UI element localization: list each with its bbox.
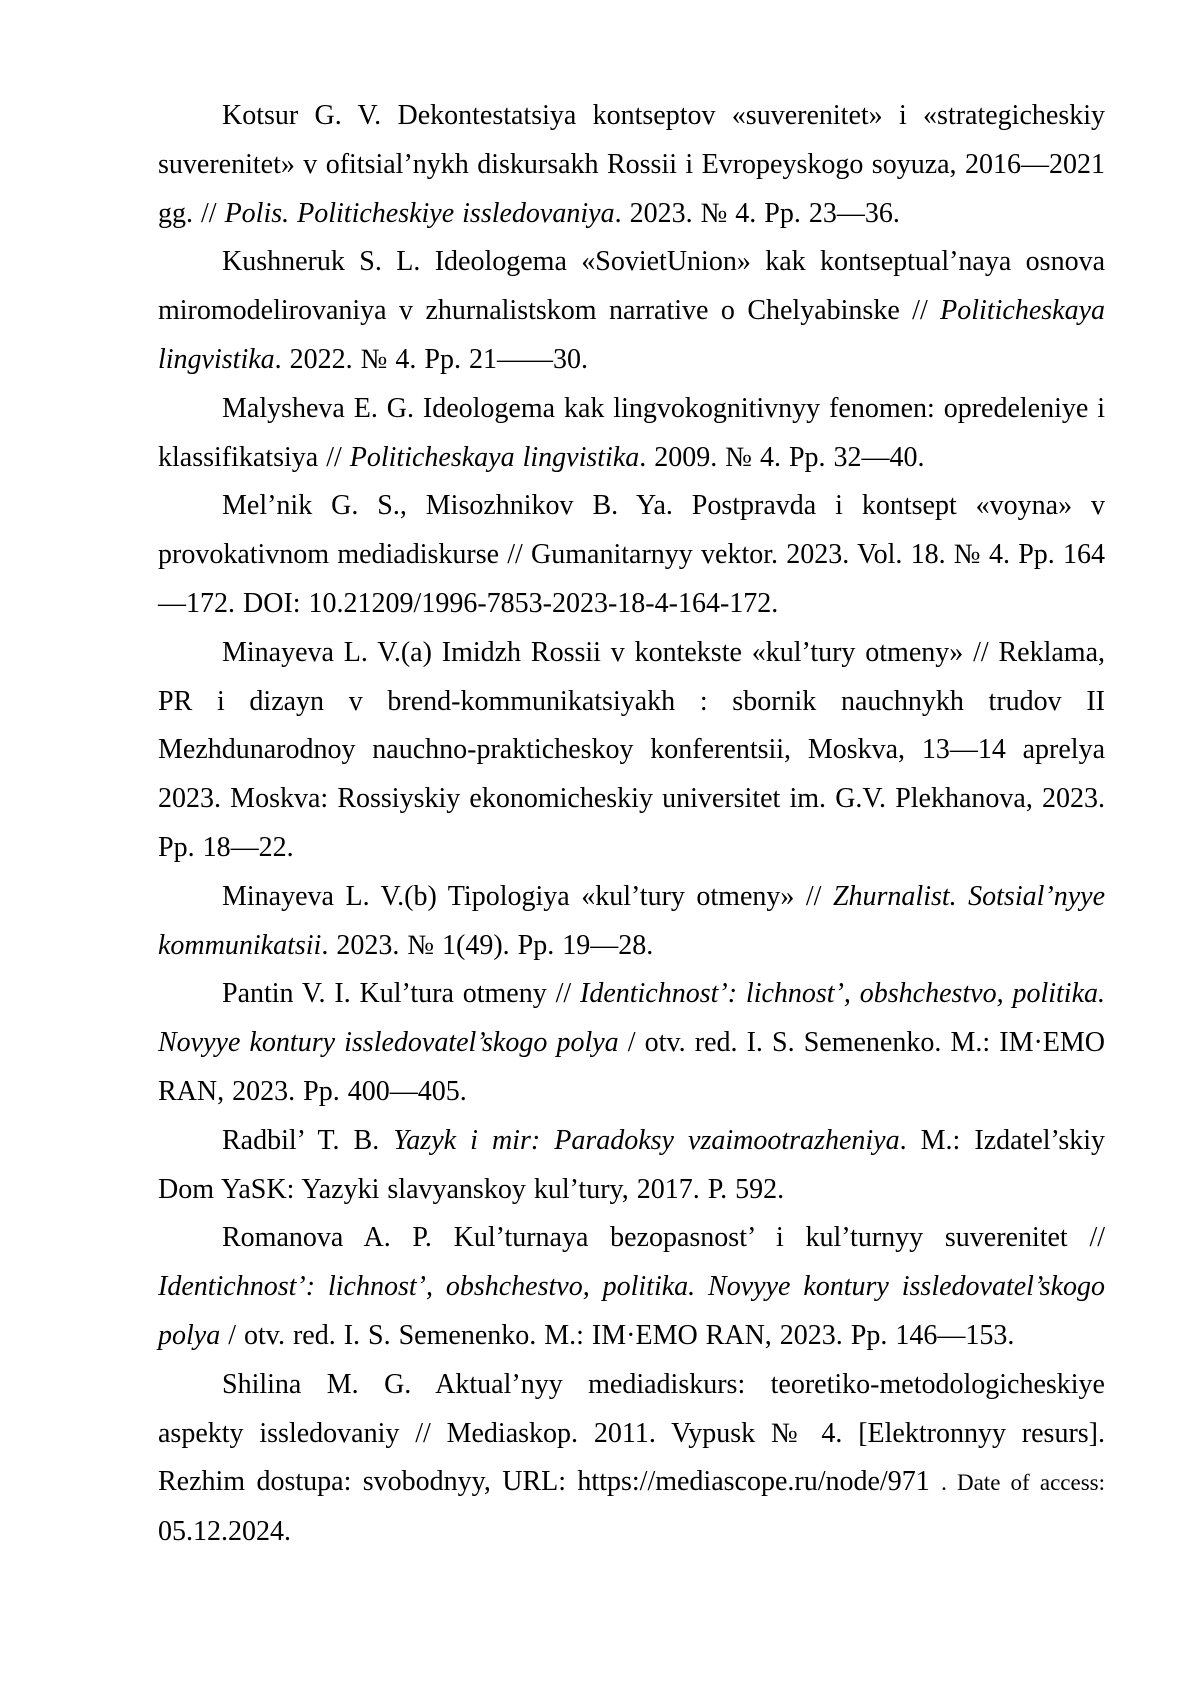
reference-text: Shilina M. G. Aktual’nyy mediadiskurs: teoretiko-metodologicheskiye aspekty issledovaniy // Mediaskop. 2011. Vypusk № 4. [Elektronnyy resurs]. Rezhim dostupa: svobodnyy, URL: https://mediascope.ru/node/971 xyxy=(158,1368,1105,1498)
reference-entry xyxy=(158,1361,1105,1557)
reference-text: / otv. red. I. S. Semenenko. M.: IM·EMO RAN, 2023. Pp. 400—405. xyxy=(158,1027,1106,1107)
reference-text: Minayeva L. V.(a) Imidzh Rossii v kontekste «kul’tury otmeny» // Reklama, PR i dizayn v brend-kommunikatsiyakh : sbornik nauchnykh trudov II Mezhdunarodnoy nauchno-prakticheskoy konferentsii, Moskva, 13—14 aprelya 2023. Moskva: Rossiyskiy ekonomicheskiy universitet im. G.V. Plekhanova, 2023. Pp. 18—22. xyxy=(158,636,1105,863)
reference-entry xyxy=(158,1117,1105,1215)
reference-entry xyxy=(158,873,1105,971)
reference-text: . 2009. № 4. Pp. 32—40. xyxy=(639,441,925,473)
reference-source-title: Yazyk i mir: Paradoksy vzaimootrazheniya xyxy=(393,1124,900,1156)
reference-entry xyxy=(158,238,1105,384)
reference-text: 05.12.2024. xyxy=(158,1516,291,1548)
reference-text: Mel’nik G. S., Misozhnikov B. Ya. Postpravda i kontsept «voyna» v provokativnom mediadiskurse // Gumanitarnyy vektor. 2023. Vol. 18. № 4. Pp. 164—172. DOI: 10.21209/1996-7853-2023-18-4-164-172. xyxy=(158,490,1105,619)
reference-entry xyxy=(158,1214,1105,1360)
reference-text: Pantin V. I. Kul’tura otmeny // xyxy=(222,978,580,1010)
reference-source-title: Identichnost’: lichnost’, obshchestvo, politika. Novyye kontury issledovatel’skogo polya xyxy=(158,1271,1105,1351)
reference-entry xyxy=(158,482,1105,628)
reference-entry xyxy=(158,385,1105,483)
reference-text: . 2023. № 4. Pp. 23—36. xyxy=(614,197,900,229)
reference-entry xyxy=(158,92,1105,238)
reference-source-title: Politicheskaya lingvistika xyxy=(158,295,1105,375)
reference-text: . 2023. № 1(49). Pp. 19—28. xyxy=(321,929,654,961)
reference-text: Kotsur G. V. Dekontestatsiya kontseptov «suverenitet» i «strategicheskiy suverenitet» v ofitsial’nykh diskursakh Rossii i Evropeyskogo soyuza, 2016—2021 gg. // xyxy=(158,100,1105,229)
reference-text: Romanova A. P. Kul’turnaya bezopasnost’ i kul’turnyy suverenitet // xyxy=(222,1222,1105,1254)
reference-text: . M.: Izdatel’skiy Dom YaSK: Yazyki slavyanskoy kul’tury, 2017. P. 592. xyxy=(158,1124,1105,1205)
reference-text: Kushneruk S. L. Ideologema «SovietUnion» kak kontseptual’naya osnova miromodelirovaniya v zhurnalistskom narrative o Chelyabinske // xyxy=(158,246,1105,327)
reference-text: Minayeva L. V.(b) Tipologiya «kul’tury otmeny» // xyxy=(222,880,833,912)
reference-text: Radbil’ T. B. xyxy=(222,1124,394,1156)
reference-source-title: Politicheskaya lingvistika xyxy=(349,441,640,473)
reference-source-title: Identichnost’: lichnost’, obshchestvo, politika. Novyye kontury issledovatel’skogo polya xyxy=(158,978,1106,1059)
references-list xyxy=(158,92,1105,1557)
reference-text: . Date of access: xyxy=(941,1470,1105,1496)
reference-text: / otv. red. I. S. Semenenko. M.: IM·EMO RAN, 2023. Pp. 146—153. xyxy=(220,1319,1015,1351)
reference-source-title: Polis. Politicheskiye issledovaniya xyxy=(224,197,615,229)
reference-text: . 2022. № 4. Pp. 21——30. xyxy=(274,343,588,375)
reference-text: Malysheva E. G. Ideologema kak lingvokognitivnyy fenomen: opredeleniye i klassifikatsiya // xyxy=(158,392,1105,473)
reference-entry xyxy=(158,970,1105,1116)
reference-source-title: Zhurnalist. Sotsial’nyye kommunikatsii xyxy=(158,880,1105,961)
reference-entry xyxy=(158,629,1105,873)
